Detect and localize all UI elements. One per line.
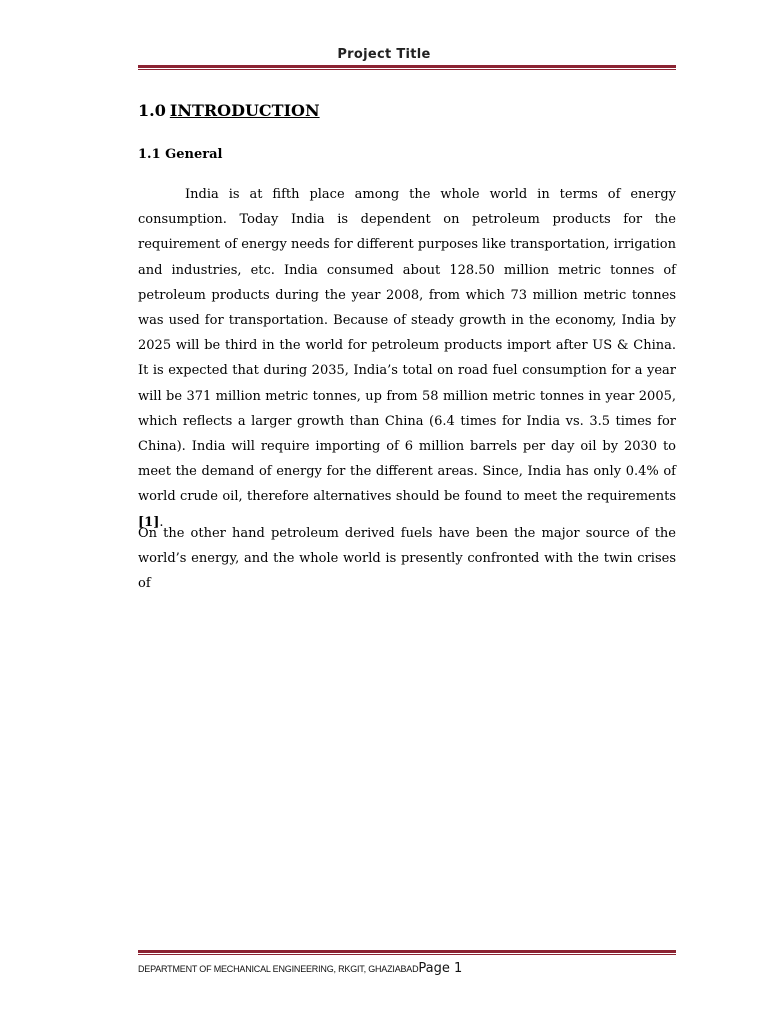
- page-footer: [138, 957, 678, 976]
- subsection-heading: 1.1 General: [138, 147, 223, 162]
- body-paragraph-1: [138, 182, 676, 535]
- section-heading: [138, 101, 320, 120]
- citation-reference: [1]: [138, 514, 160, 530]
- paragraph-1-end: .: [159, 514, 164, 530]
- footer-department: DEPARTMENT OF MECHANICAL ENGINEERING, RKGIT, GHAZIABAD: [138, 964, 419, 974]
- footer-rule: [138, 950, 676, 955]
- page-header-title: Project Title: [337, 47, 431, 62]
- header-rule: [138, 65, 676, 70]
- section-title: INTRODUCTION: [169, 101, 320, 120]
- paragraph-1-text: India is at fifth place among the whole world in terms of energy consumption. Today India is dependent on petroleum products for the requirement of energy needs for different purposes like transportation, irrigation and industries, etc. India consumed about 128.50 million metric tonnes of petroleum products during the year 2008, from which 73 million metric tonnes was used for transportation. Because of steady growth in the economy, India by 2025 will be third in the world for petroleum products import after US & China. It is expected that during 2035, India’s total on road fuel consumption for a year will be 371 million metric tonnes, up from 58 million metric tonnes in year 2005, which reflects a larger growth than China (6.4 times for India vs. 3.5 times for China). India will require importing of 6 million barrels per day oil by 2030 to meet the demand of energy for the different areas. Since, India has only 0.4% of world crude oil, therefore alternatives should be found to meet the requirements: [138, 187, 676, 505]
- section-number: 1.0: [138, 101, 166, 120]
- page-number: Page 1: [418, 961, 463, 976]
- body-paragraph-2: On the other hand petroleum derived fuels have been the major source of the world’s energy, and the whole world is presently confronted with the twin crises of: [138, 526, 676, 592]
